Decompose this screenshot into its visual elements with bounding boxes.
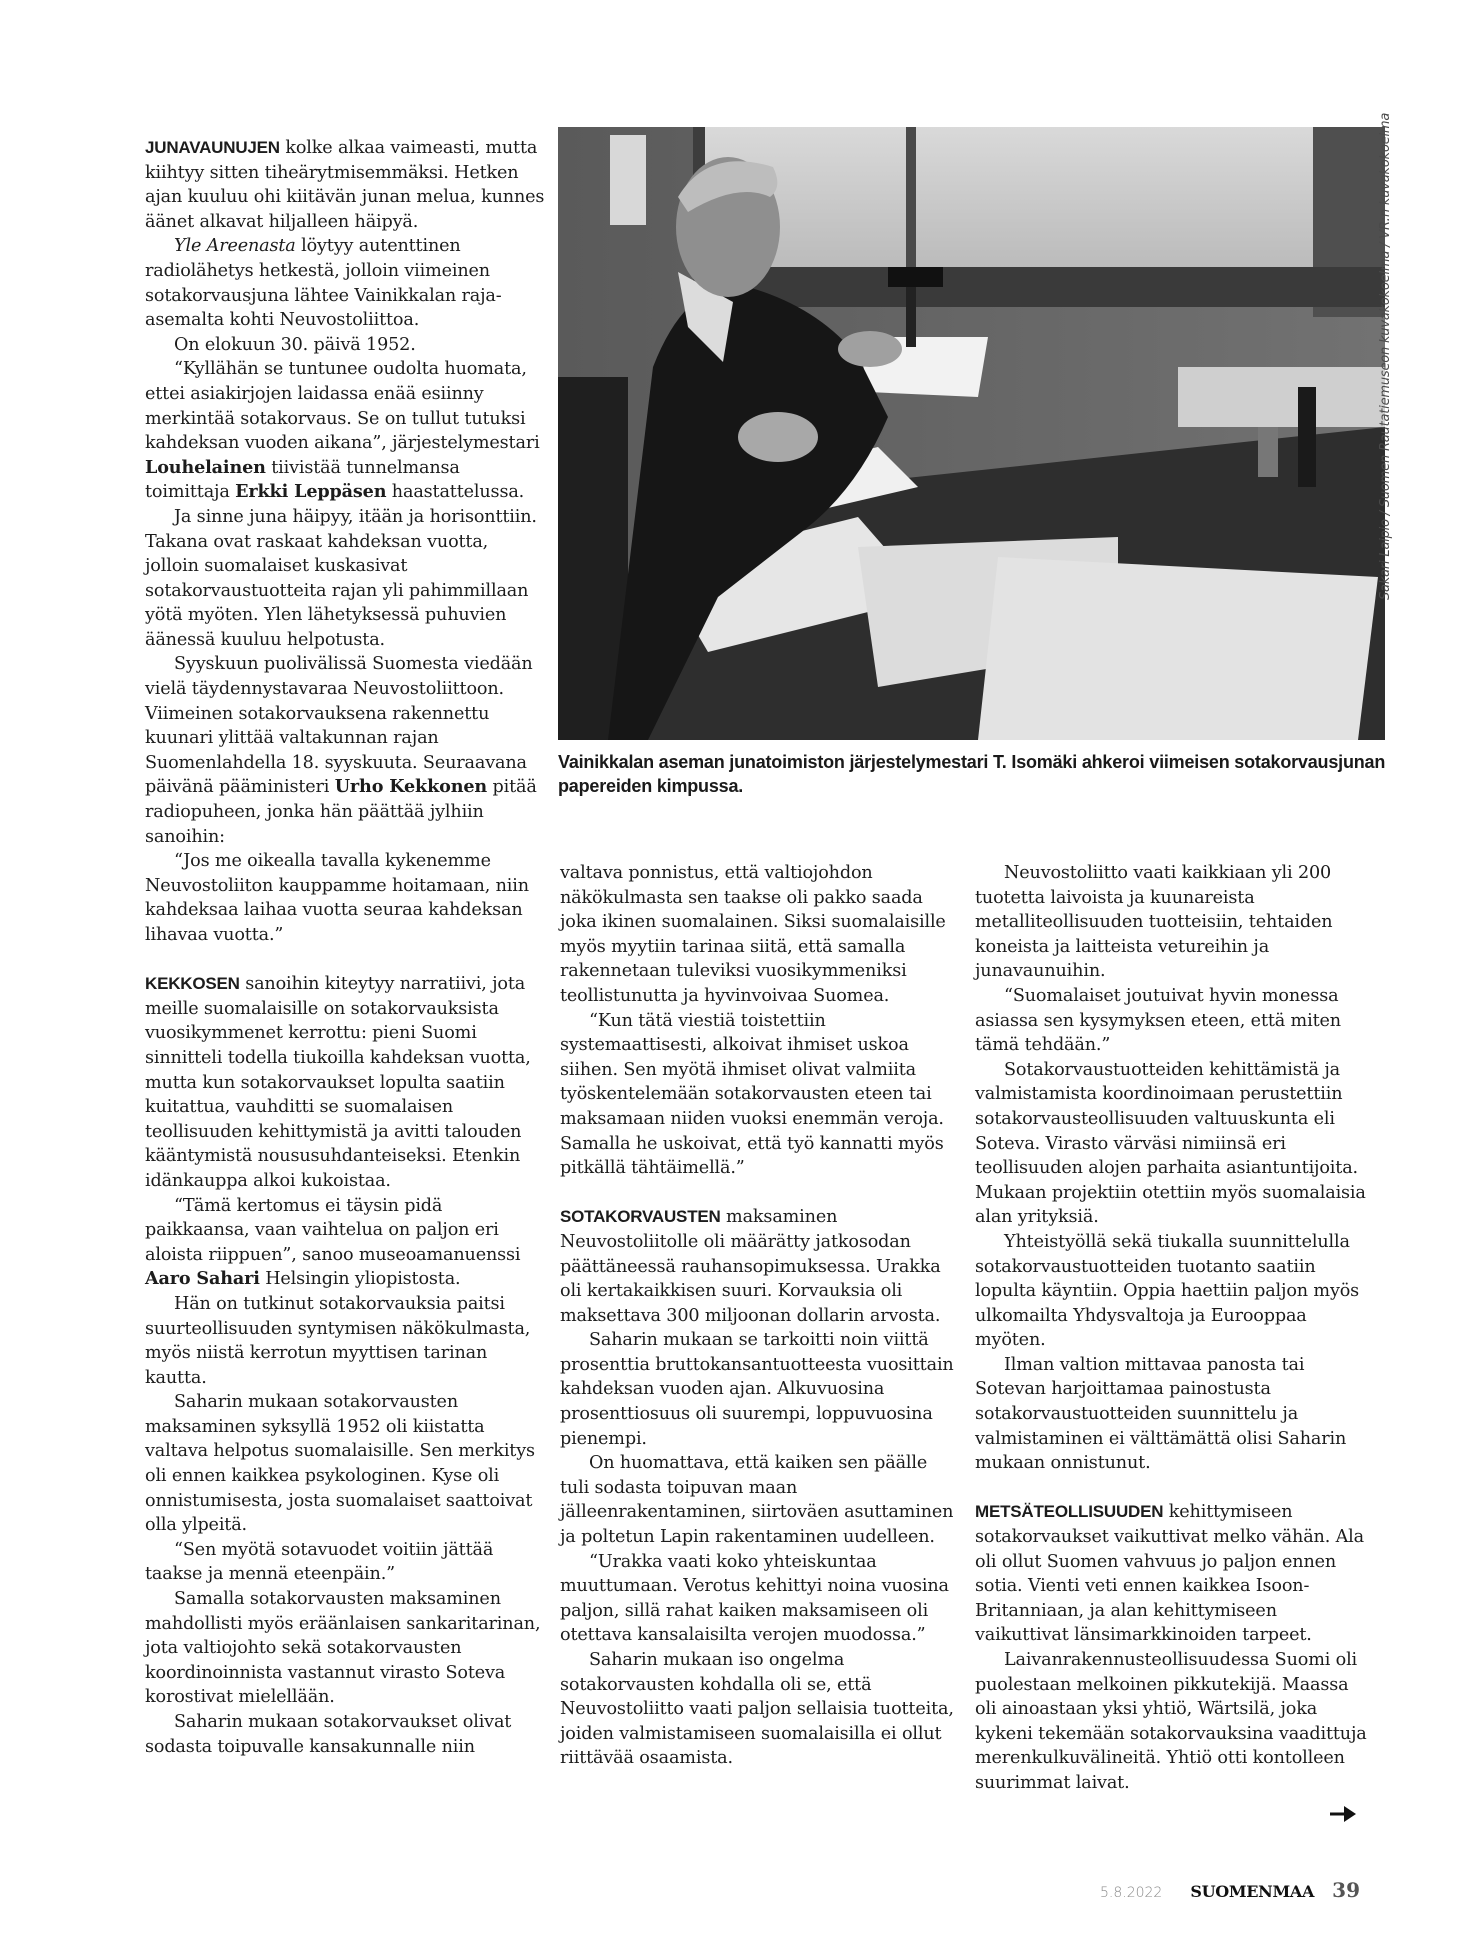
paragraph-text: kehittymiseen sotakorvaukset vaikuttivat melko vähän. Ala oli ollut Suomen vahvuus jo paljon ennen sotia. Vienti veti ennen kaikkea Isoon-Britanniaan, ja alan kehittymiseen vaikuttivat länsimarkkinoiden tarpeet. bbox=[975, 1502, 1364, 1646]
person-name: Urho Kekkonen bbox=[334, 776, 488, 798]
page-footer bbox=[1100, 1878, 1360, 1908]
paragraph bbox=[145, 234, 545, 332]
paragraph-text: tiivistää tunnelmansa toimittaja bbox=[145, 457, 460, 503]
page-number: 39 bbox=[1332, 1878, 1360, 1902]
paragraph-text: “Tämä kertomus ei täysin pidä paikkaansa, vaan vaihtelua on paljon eri aloista riippuen”, sanoo museoamanuenssi bbox=[145, 1195, 521, 1265]
paragraph: “Urakka vaati koko yhteiskuntaa muuttumaan. Verotus kehittyi noina vuosina paljon, sillä rahat kaiken maksamiseen oli otettava kansalaisilta verojen muodossa.” bbox=[560, 1551, 949, 1646]
paragraph: Ja sinne juna häipyy, itään ja horisonttiin. Takana ovat raskaat kahdeksan vuotta, jolloin suomalaiset kuskasivat sotakorvaustuotteita rajan yli pahimmillaan yötä myöten. Ylen lähetyksessä puhuvien äänessä kuuluu helpotusta. bbox=[145, 506, 537, 650]
article-column-2 bbox=[560, 861, 960, 1771]
paragraph bbox=[560, 1205, 960, 1328]
paragraph-text: löytyy autenttinen radiolähetys hetkestä, jolloin viimeinen sotakorvausjuna lähtee Vainikkalan raja-asemalta kohti Neuvostoliittoa. bbox=[145, 236, 502, 331]
paragraph: Sotakorvaustuotteiden kehittämistä ja valmistamista koordinoimaan perustettiin sotakorvausteollisuuden valtuuskunta eli Soteva. Virasto värväsi nimiinsä eri teollisuuden alojen parhaita asiantuntijoita. Mukaan projektiin otettiin myös suomalaisia alan yrityksiä. bbox=[975, 1059, 1366, 1228]
photo-illustration bbox=[558, 127, 1385, 740]
section-lead-word: METSÄTEOLLISUUDEN bbox=[975, 1502, 1164, 1522]
section-lead-word: SOTAKORVAUSTEN bbox=[560, 1207, 721, 1227]
paragraph-text: pitää radiopuheen, jonka hän päättää jylhiin sanoihin: bbox=[145, 777, 537, 847]
paragraph-text: sanoihin kiteytyy narratiivi, jota meille suomalaisille on sotakorvauksista vuosikymmenet kerrottu: pieni Suomi sinnitteli todella tiukoilla kahdeksan vuotta, mutta kun sotakorvaukset lopulta saatiin kuitattua, vauhditti se suomalaisen teollisuuden kehittymistä ja avitti talouden kääntymistä noususuhdanteiseksi. Etenkin idänkauppa alkoi kukoistaa. bbox=[145, 974, 531, 1191]
photo-caption: Vainikkalan aseman junatoimiston järjestelymestari T. Isomäki ahkeroi viimeisen sotakorvausjunan papereiden kimpussa. bbox=[558, 752, 1386, 796]
italic-source-name: Yle Areenasta bbox=[174, 236, 296, 257]
paragraph: Saharin mukaan sotakorvaukset olivat sodasta toipuvalle kansakunnalle niin bbox=[145, 1712, 512, 1757]
paragraph bbox=[145, 357, 545, 505]
paragraph: Saharin mukaan sotakorvausten maksaminen syksyllä 1952 oli kiistatta valtava helpotus suomalaisille. Sen merkitys oli ennen kaikkea psykologinen. Kyse oli onnistumisesta, josta suomalaiset saattoivat olla ylpeitä. bbox=[145, 1392, 535, 1536]
paragraph bbox=[145, 1194, 545, 1292]
paragraph: “Sen myötä sotavuodet voitiin jättää taakse ja mennä eteenpäin.” bbox=[145, 1539, 494, 1585]
paragraph: Ilman valtion mittavaa panosta tai Sotevan harjoittamaa painostusta sotakorvaustuotteiden suunnittelu ja valmistaminen ei välttämättä olisi Saharin mukaan onnistunut. bbox=[975, 1354, 1347, 1474]
paragraph: Saharin mukaan iso ongelma sotakorvausten kohdalla oli se, että Neuvostoliitto vaati paljon sellaisia tuotteita, joiden valmistamiseen suomalaisilla ei ollut riittävää osaamista. bbox=[560, 1650, 954, 1769]
paragraph: Saharin mukaan se tarkoitti noin viittä prosenttia bruttokansantuotteesta vuosittain kahdeksan vuoden ajan. Alkuvuosina prosenttiosuus oli suurempi, loppuvuosina pienempi. bbox=[560, 1330, 954, 1449]
paragraph: valtava ponnistus, että valtiojohdon näkökulmasta sen taakse oli pakko saada joka ikinen suomalainen. Siksi suomalaisille myös myytiin tarinaa siitä, että samalla rakennetaan tuleviksi vuosikymmeniksi teollistunutta ja hyvinvoivaa Suomea. bbox=[560, 863, 946, 1006]
paragraph: On huomattava, että kaiken sen päälle tuli sodasta toipuvan maan jälleenrakentaminen, siirtoväen asuttaminen ja poltetun Lapin rakentaminen uudelleen. bbox=[560, 1453, 954, 1548]
paragraph-text: haastattelussa. bbox=[386, 482, 525, 503]
paragraph: Hän on tutkinut sotakorvauksia paitsi suurteollisuuden syntymisen näkökulmasta, myös niistä kerrotun myyttisen tarinan kautta. bbox=[145, 1293, 531, 1388]
article-photo bbox=[558, 127, 1385, 740]
paragraph bbox=[145, 652, 545, 849]
photo-credit: Sakari Laipio / Suomen Rautatiemuseon kuvakokoelma / VR:n kuvakokoelma bbox=[1378, 112, 1393, 600]
paragraph-text: maksaminen Neuvostoliitolle oli määrätty jatkosodan päättäneessä rauhansopimuksessa. Urakka oli kertakaikkisen suuri. Korvauksia oli maksettava 300 miljoonan dollarin arvosta. bbox=[560, 1207, 941, 1326]
paragraph-text: “Kyllähän se tuntunee oudolta huomata, ettei asiakirjojen laidassa enää esiinny merkintää sotakorvaus. Se on tullut tutuksi kahdeksan vuoden aikana”, järjestelymestari bbox=[145, 359, 540, 454]
paragraph: “Kun tätä viestiä toistettiin systemaattisesti, alkoivat ihmiset uskoa siihen. Sen myötä ihmiset olivat valmiita työskentelemään sotakorvausten eteen tai maksamaan niiden vuoksi enemmän veroja. Samalla he uskoivat, että työ kannatti myös pitkällä tähtäimellä.” bbox=[560, 1010, 944, 1179]
paragraph: Neuvostoliitto vaati kaikkiaan yli 200 tuotetta laivoista ja kuunareista metalliteollisuuden tuotteisiin, tehtaiden koneista ja laitteista vetureihin ja junavaunuihin. bbox=[975, 863, 1333, 982]
issue-date: 5.8.2022 bbox=[1099, 1885, 1163, 1901]
person-name: Aaro Sahari bbox=[145, 1268, 260, 1290]
paragraph bbox=[975, 1500, 1375, 1648]
paragraph-text: Syyskuun puolivälissä Suomesta viedään vielä täydennystavaraa Neuvostoliittoon. Viimeinen sotakorvauksena rakennettu kuunari ylittää valtakunnan rajan Suomenlahdella 18. syyskuuta. Seuraavana päivänä pääministeri bbox=[145, 654, 533, 798]
paragraph bbox=[145, 972, 545, 1193]
person-name: Louhelainen bbox=[145, 456, 266, 478]
article-column-3 bbox=[975, 861, 1375, 1796]
paragraph-text: kolke alkaa vaimeasti, mutta kiihtyy sitten tiheärytmisemmäksi. Hetken ajan kuuluu ohi kiitävän junan melua, kunnes äänet alkavat hiljalleen häipyä. bbox=[145, 138, 545, 232]
paragraph: Yhteistyöllä sekä tiukalla suunnittelulla sotakorvaustuotteiden tuotanto saatiin lopulta käyntiin. Oppia haettiin paljon myös ulkomailta Yhdysvaltoja ja Eurooppaa myöten. bbox=[975, 1231, 1360, 1351]
section-lead-word: JUNAVAUNUJEN bbox=[145, 138, 280, 157]
paragraph: “Suomalaiset joutuivat hyvin monessa asiassa sen kysymyksen eteen, että miten tämä tehdään.” bbox=[975, 985, 1341, 1056]
paragraph: On elokuun 30. päivä 1952. bbox=[174, 334, 416, 355]
paragraph bbox=[145, 136, 545, 234]
person-name: Erkki Leppäsen bbox=[235, 481, 387, 503]
paragraph: Laivanrakennusteollisuudessa Suomi oli puolestaan melkoinen pikkutekijä. Maassa oli ainoastaan yksi yhtiö, Wärtsilä, joka kykeni tekemään sotakorvauksina vaadittuja merenkulkuvälineitä. Yhtiö otti kontolleen suurimmat laivat. bbox=[975, 1650, 1367, 1793]
paragraph: Samalla sotakorvausten maksaminen mahdollisti myös eräänlaisen sankaritarinan, jota valtiojohto sekä sotakorvausten koordinoinnista vastannut virasto Soteva korostivat mielellään. bbox=[145, 1589, 541, 1708]
magazine-name: SUOMENMAA bbox=[1190, 1882, 1315, 1901]
article-column-1 bbox=[145, 136, 545, 1759]
quote-paragraph: “Jos me oikealla tavalla kykenemme Neuvostoliiton kauppamme hoitamaan, niin kahdeksaa laihaa vuotta seuraa kahdeksan lihavaa vuotta.” bbox=[145, 851, 529, 945]
paragraph-text: Helsingin yliopistosta. bbox=[259, 1269, 461, 1290]
arrow-right-icon bbox=[1330, 1806, 1356, 1822]
section-lead-word: KEKKOSEN bbox=[145, 974, 240, 994]
